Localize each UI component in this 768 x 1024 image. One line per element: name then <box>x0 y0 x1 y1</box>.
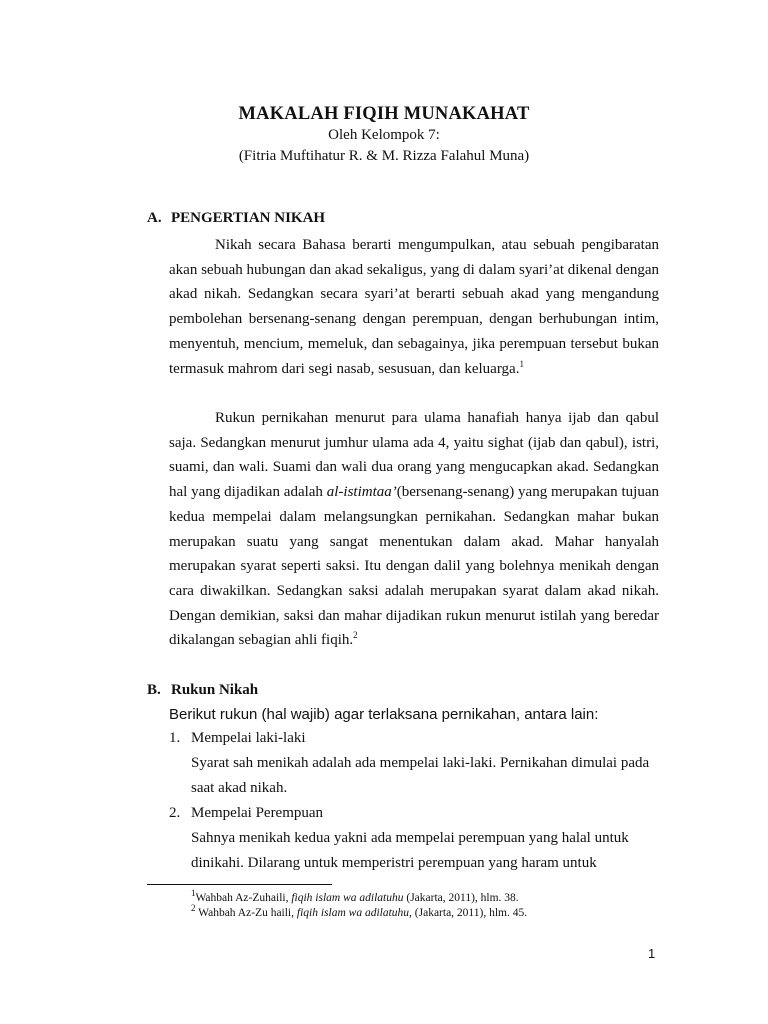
list-item-1 <box>169 730 306 747</box>
document-authors: (Fitria Muftihatur R. & M. Rizza Falahul Muna) <box>238 148 530 164</box>
footnote-divider <box>147 884 332 885</box>
section-b-heading <box>147 682 258 699</box>
list-item-1-body: Syarat sah menikah adalah ada mempelai laki-laki. Pernikahan dimulai pada saat akad nikah. <box>191 755 650 796</box>
footnote-2 <box>191 903 528 919</box>
section-a-number: A. <box>147 210 162 226</box>
list-item-2-body: Sahnya menikah kedua yakni ada mempelai perempuan yang halal untuk dinikahi. Dilarang untuk memperistri perempuan yang haram untuk <box>191 830 629 871</box>
list-item-1-number: 1. <box>169 730 181 746</box>
section-a-paragraph-2-text-a: Rukun pernikahan menurut para ulama hanafiah hanya ijab dan qabul saja. Sedangkan menurut jumhur ulama ada 4, yaitu sighat (ijab dan qabul), istri, suami, dan wali. Suami dan wali dua orang yang mengucapkan akad. Sedangkan hal yang dijadikan adalah <box>169 410 659 501</box>
section-a-title: PENGERTIAN NIKAH <box>171 210 326 226</box>
footnote-ref-1: 1 <box>519 358 524 369</box>
list-item-2-label: Mempelai Perempuan <box>191 805 324 821</box>
list-item-1-label: Mempelai laki-laki <box>191 730 306 746</box>
section-a-paragraph-2-term: al-istimtaa’ <box>326 484 397 501</box>
footnote-2-rest: (Jakarta, 2011), hlm. 45. <box>411 907 528 919</box>
footnote-2-book: fiqih islam wa adilatuhu, <box>296 907 412 919</box>
footnote-1 <box>191 888 519 904</box>
list-item-2 <box>169 805 323 822</box>
footnote-1-rest: (Jakarta, 2011), hlm. 38. <box>403 892 519 904</box>
document-subtitle: Oleh Kelompok 7: <box>328 127 440 143</box>
footnote-1-author: Wahbah Az-Zuhaili, <box>195 892 292 904</box>
footnote-2-author: Wahbah Az-Zu haili, <box>195 907 297 919</box>
section-a-paragraph-1-text: Nikah secara Bahasa berarti mengumpulkan, atau sebuah pengibaratan akan sebuah hubungan dan akad sekaligus, yang di dalam syari’at dikenal dengan akad nikah. Sedangkan secara syari’at berarti sebuah akad yang mengandung pembolehan bersenang-senang dengan perempuan, dengan berhubungan intim, menyentuh, mencium, memeluk, dan sebagainya, jika perempuan tersebut bukan termasuk mahrom dari segi nasab, sesusuan, dan keluarga. <box>169 237 659 377</box>
section-a-heading <box>147 210 325 227</box>
list-item-2-number: 2. <box>169 805 181 821</box>
footnote-ref-2: 2 <box>353 630 358 641</box>
document-title: MAKALAH FIQIH MUNAKAHAT <box>238 104 530 124</box>
page-number: 1 <box>648 946 656 961</box>
section-a-paragraph-2 <box>169 406 659 653</box>
section-a-paragraph-1 <box>169 233 659 381</box>
footnote-1-number: 1 <box>191 888 196 899</box>
footnote-1-book: fiqih islam wa adilatuhu <box>291 892 404 904</box>
section-a-paragraph-2-text-b: (bersenang-senang) yang merupakan tujuan kedua mempelai dalam melangsungkan pernikahan. Sedangkan mahar bukan merupakan suatu yang sangat menentukan dalam akad. Mahar hanyalah merupakan syarat seperti saksi. Itu dengan dalil yang bolehnya menikah dengan cara diwakilkan. Sedangkan saksi adalah merupakan syarat dalam akad nikah. Dengan demikian, saksi dan mahar dijadikan rukun menurut istilah yang beredar dikalangan sebagian ahli fiqih. <box>169 484 659 649</box>
section-b-intro: Berikut rukun (hal wajib) agar terlaksana pernikahan, antara lain: <box>169 706 599 723</box>
section-b-title: Rukun Nikah <box>171 682 259 698</box>
footnote-2-number: 2 <box>191 903 196 914</box>
section-b-number: B. <box>147 682 161 698</box>
